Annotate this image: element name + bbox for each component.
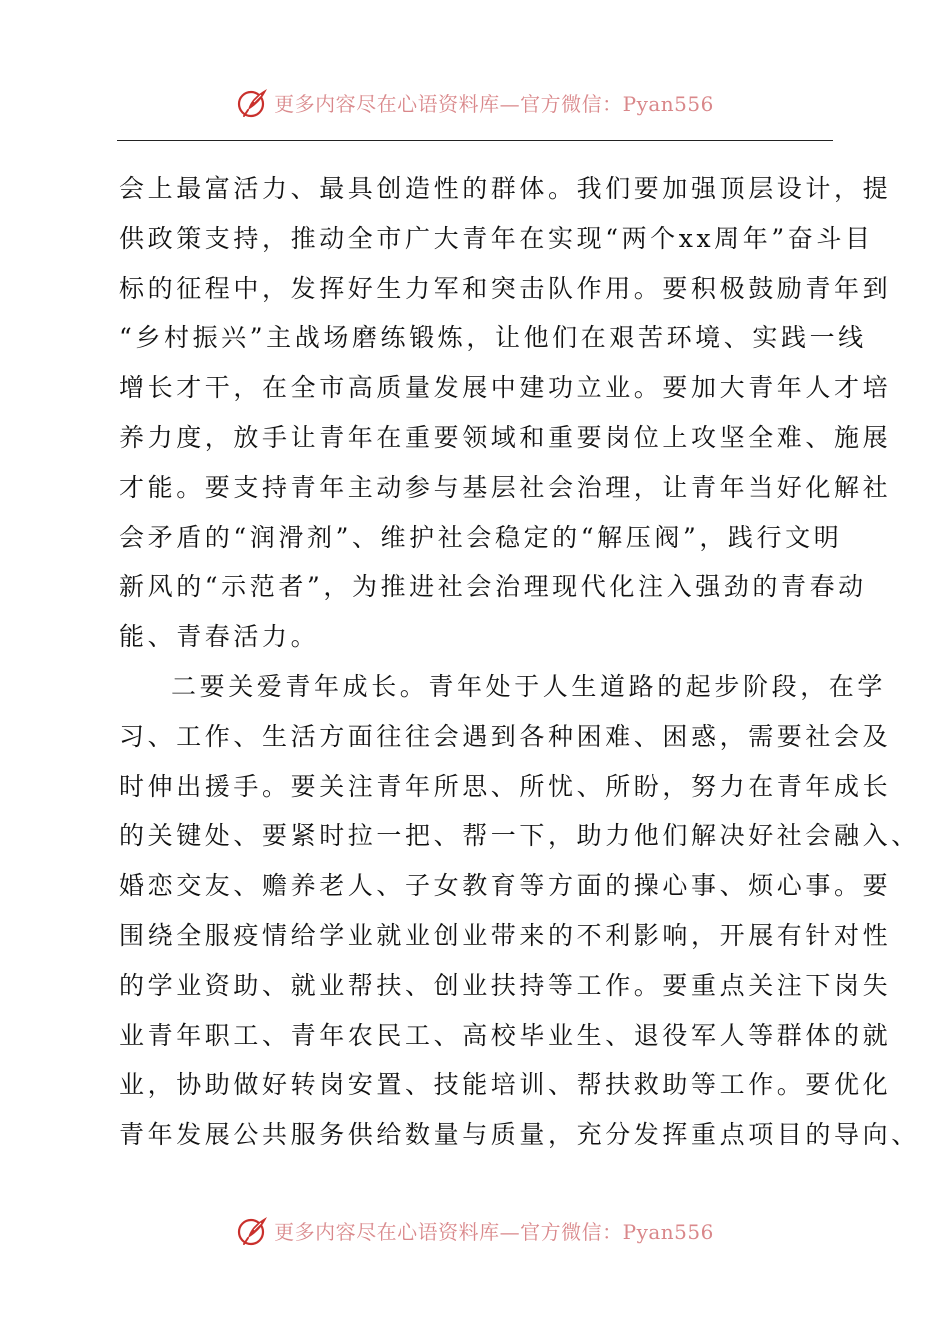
body-line: 的学业资助、就业帮扶、创业扶持等工作。要重点关注下岗失 bbox=[119, 970, 892, 1000]
body-line: 时伸出援手。要关注青年所思、所忧、所盼，努力在青年成长 bbox=[119, 771, 892, 801]
feather-pen-logo-icon bbox=[236, 85, 270, 119]
feather-pen-logo-icon bbox=[236, 1213, 270, 1247]
footer-banner-text: 更多内容尽在心语资料库—官方微信：Pyan556 bbox=[274, 1219, 714, 1244]
body-line: 才能。要支持青年主动参与基层社会治理，让青年当好化解社 bbox=[119, 472, 892, 502]
header-watermark bbox=[0, 82, 950, 122]
footer-banner-inner bbox=[236, 1213, 714, 1247]
body-line: 围绕全服疫情给学业就业创业带来的不利影响，开展有针对性 bbox=[119, 920, 892, 950]
body-line: 增长才干，在全市高质量发展中建功立业。要加大青年人才培 bbox=[119, 373, 892, 403]
footer-watermark bbox=[0, 1210, 950, 1250]
body-line: 业青年职工、青年农民工、高校毕业生、退役军人等群体的就 bbox=[119, 1020, 892, 1050]
body-line: 新风的“示范者”，为推进社会治理现代化注入强劲的青春动 bbox=[119, 572, 867, 602]
body-line: 能、青春活力。 bbox=[119, 622, 320, 652]
body-line: 会上最富活力、最具创造性的群体。我们要加强顶层设计，提 bbox=[119, 174, 892, 203]
body-line: 习、工作、生活方面往往会遇到各种困难、困惑，需要社会及 bbox=[119, 721, 892, 751]
body-line: 会矛盾的“润滑剂”、维护社会稳定的“解压阀”，践行文明 bbox=[119, 522, 843, 552]
body-line: “乡村振兴”主战场磨练锻炼，让他们在艰苦环境、实践一线 bbox=[119, 323, 867, 353]
body-line: 婚恋交友、赡养老人、子女教育等方面的操心事、烦心事。要 bbox=[119, 871, 892, 901]
header-banner-text: 更多内容尽在心语资料库—官方微信：Pyan556 bbox=[274, 91, 714, 116]
body-line: 标的征程中，发挥好生力军和突击队作用。要积极鼓励青年到 bbox=[119, 273, 892, 303]
body-line: 供政策支持，推动全市广大青年在实现“两个xx周年”奋斗目 bbox=[119, 223, 874, 253]
header-divider bbox=[117, 140, 833, 141]
body-line: 的关键处、要紧时拉一把、帮一下，助力他们解决好社会融入、 bbox=[119, 821, 920, 851]
paragraph-start-line: 二要关爱青年成长。青年处于人生道路的起步阶段，在学 bbox=[171, 671, 887, 701]
header-banner-inner bbox=[236, 85, 714, 119]
body-line: 业，协助做好转岗安置、技能培训、帮扶救助等工作。要优化 bbox=[119, 1070, 892, 1100]
document-body bbox=[119, 164, 920, 1160]
body-line: 养力度，放手让青年在重要领域和重要岗位上攻坚全难、施展 bbox=[119, 422, 892, 452]
body-line: 青年发展公共服务供给数量与质量，充分发挥重点项目的导向、 bbox=[119, 1120, 920, 1150]
